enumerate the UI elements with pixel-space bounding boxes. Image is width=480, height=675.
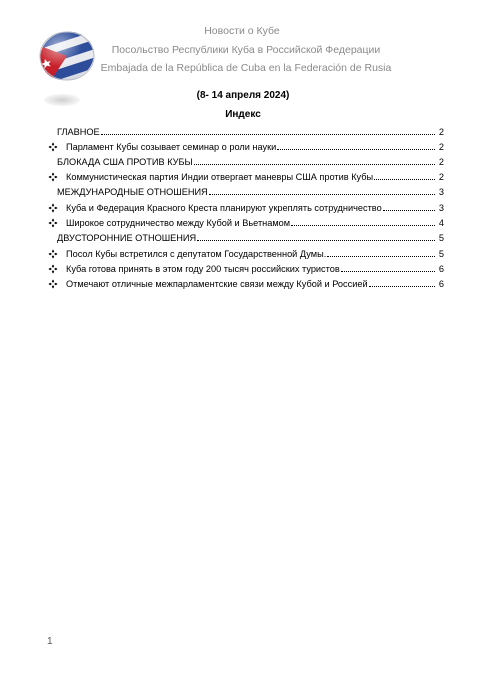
- four-diamond-bullet-icon: [48, 142, 58, 152]
- four-diamond-bullet-icon: [48, 203, 58, 213]
- toc-item[interactable]: [66, 215, 444, 229]
- toc-entry-text: ГЛАВНОЕ: [57, 127, 100, 137]
- toc-section-main[interactable]: [57, 124, 444, 138]
- toc-page-number: 2: [438, 172, 444, 182]
- four-diamond-bullet-icon: [48, 279, 58, 289]
- index-title: Индекс: [225, 109, 261, 120]
- toc-item[interactable]: [66, 276, 444, 290]
- toc-leader-dots: [101, 134, 435, 135]
- header-title: Новости о Кубе: [204, 25, 280, 37]
- toc-leader-dots: [383, 210, 435, 211]
- toc-section-international[interactable]: [57, 184, 444, 198]
- toc-entry-text: Парламент Кубы созывает семинар о роли науки: [66, 142, 277, 152]
- toc-entry-text: Широкое сотрудничество между Кубой и Вьетнамом: [66, 218, 291, 228]
- four-diamond-bullet-icon: [48, 172, 58, 182]
- toc-entry-text: Куба и Федерация Красного Креста планируют укреплять сотрудничество: [66, 203, 382, 213]
- header-embassy-ru: Посольство Республики Куба в Российской Федерации: [111, 44, 381, 56]
- toc-page-number: 5: [438, 233, 444, 243]
- toc-leader-dots: [369, 286, 435, 287]
- toc-entry-text: ДВУСТОРОННИЕ ОТНОШЕНИЯ: [57, 233, 197, 243]
- four-diamond-bullet-icon: [48, 249, 58, 259]
- toc-leader-dots: [341, 271, 435, 272]
- toc-page-number: 5: [438, 249, 444, 259]
- toc-page-number: 6: [438, 264, 444, 274]
- toc-entry-text: Коммунистическая партия Индии отвергает маневры США против Кубы: [66, 172, 374, 182]
- page-number: 1: [47, 636, 53, 647]
- toc-item[interactable]: [66, 169, 444, 183]
- four-diamond-bullet-icon: [48, 264, 58, 274]
- toc-item[interactable]: [66, 246, 444, 260]
- toc-leader-dots: [327, 256, 435, 257]
- toc-section-blockade[interactable]: [57, 154, 444, 168]
- toc-entry-text: Отмечают отличные межпарламентские связи между Кубой и Россией: [66, 279, 368, 289]
- toc-page-number: 2: [438, 127, 444, 137]
- date-range: (8- 14 апреля 2024): [196, 90, 290, 101]
- toc-leader-dots: [209, 194, 435, 195]
- four-diamond-bullet-icon: [48, 218, 58, 228]
- toc-page-number: 2: [438, 157, 444, 167]
- toc-leader-dots: [194, 164, 435, 165]
- toc-page-number: 6: [438, 279, 444, 289]
- toc-entry-text: МЕЖДУНАРОДНЫЕ ОТНОШЕНИЯ: [57, 187, 208, 197]
- toc-entry-text: БЛОКАДА США ПРОТИВ КУБЫ: [57, 157, 193, 167]
- toc-leader-dots: [291, 225, 435, 226]
- toc-page-number: 3: [438, 187, 444, 197]
- toc-item[interactable]: [66, 139, 444, 153]
- toc-leader-dots: [374, 179, 435, 180]
- toc-entry-text: Куба готова принять в этом году 200 тысяч российских туристов: [66, 264, 340, 274]
- toc-section-bilateral[interactable]: [57, 230, 444, 244]
- toc-item[interactable]: [66, 261, 444, 275]
- toc-item[interactable]: [66, 200, 444, 214]
- toc-leader-dots: [197, 240, 435, 241]
- toc-page-number: 4: [438, 218, 444, 228]
- header-embassy-es: Embajada de la República de Cuba en la Federación de Rusia: [100, 62, 392, 74]
- toc-entry-text: Посол Кубы встретился с депутатом Государственной Думы.: [66, 249, 327, 259]
- toc-page-number: 3: [438, 203, 444, 213]
- toc-page-number: 2: [438, 142, 444, 152]
- toc-leader-dots: [277, 149, 435, 150]
